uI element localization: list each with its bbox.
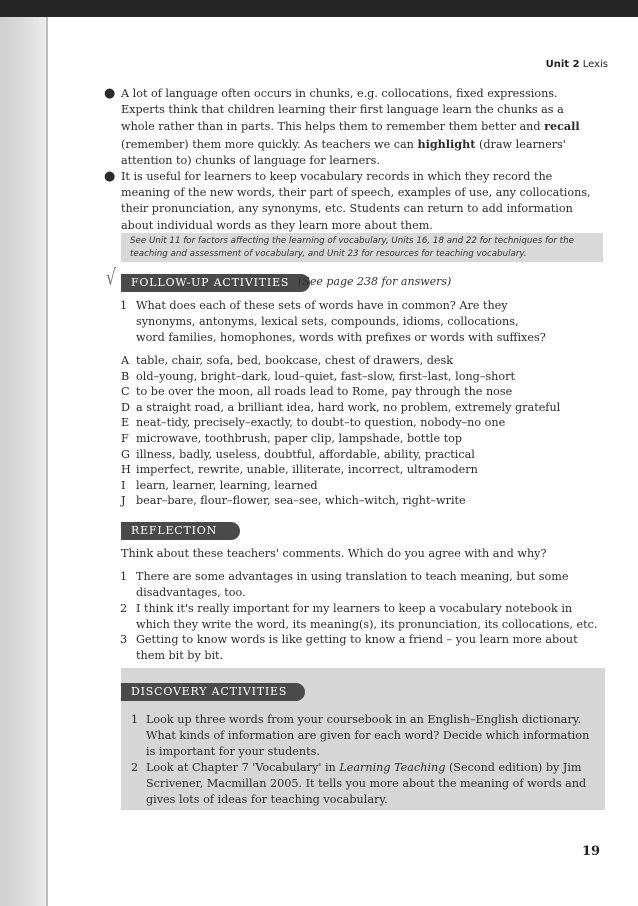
list-item: E neat–tidy, precisely–exactly, to doubt–to question, nobody–no one xyxy=(121,416,506,430)
bold-term: highlight xyxy=(417,136,476,151)
reflection-intro: Think about these teachers' comments. Which do you agree with and why? xyxy=(121,547,547,560)
word-set-list xyxy=(121,353,601,509)
section-label: Lexis xyxy=(582,59,608,70)
book-title: Learning Teaching xyxy=(339,761,446,774)
follow-up-question: 1 What does each of these sets of words have in common? Are they synonyms, antonyms, lexical sets, compounds, idioms, collocations, word families, homophones, words with prefixes or words with suffixes? xyxy=(120,299,546,345)
running-head xyxy=(546,59,608,70)
page-gutter xyxy=(0,17,48,906)
item-number: 2 xyxy=(120,602,128,615)
discovery-item: 1 Look up three words from your coursebook in an English–English dictionary. What kinds of information are given for each word? Decide which information is important for your students. xyxy=(131,713,590,759)
tick-mark-icon: √ xyxy=(106,266,116,291)
follow-up-heading: FOLLOW-UP ACTIVITIES xyxy=(121,274,310,292)
item-number: 1 xyxy=(120,570,128,583)
list-item: J bear–bare, flour–flower, sea–see, which–witch, right–write xyxy=(121,494,466,508)
scan-top-bar xyxy=(0,0,638,17)
list-item: B old–young, bright–dark, loud–quiet, fast–slow, first–last, long–short xyxy=(121,369,515,383)
question-number: 1 xyxy=(120,299,128,312)
list-item: A table, chair, sofa, bed, bookcase, chest of drawers, desk xyxy=(121,354,454,367)
list-item: I learn, learner, learning, learned xyxy=(121,478,318,492)
discovery-item: 2 Look at Chapter 7 'Vocabulary' in Learning Teaching (Second edition) by Jim Scrivener, Macmillan 2005. It tells you more about the meaning of words and gives lots of ideas for teaching vocabulary. xyxy=(131,761,587,807)
bold-term: recall xyxy=(544,119,580,134)
reflection-item: 3 Getting to know words is like getting to know a friend – you learn more about them bit by bit. xyxy=(120,633,578,663)
reflection-heading: REFLECTION xyxy=(121,522,240,540)
cross-reference-note: See Unit 11 for factors affecting the learning of vocabulary, Units 16, 18 and 22 for techniques for the teaching and assessment of vocabulary, and Unit 23 for resources for teaching vocabulary. xyxy=(130,236,574,259)
list-item: C to be over the moon, all roads lead to Rome, pay through the nose xyxy=(121,385,513,399)
item-number: 3 xyxy=(120,633,128,646)
page-number: 19 xyxy=(582,844,601,859)
item-number: 2 xyxy=(131,761,139,774)
reflection-item: 1 There are some advantages in using translation to teach meaning, but some disadvantages, too. xyxy=(120,570,569,600)
bullet-item: ● It is useful for learners to keep vocabulary records in which they record the meaning of the new words, their part of speech, examples of use, any collocations, their pronunciation, any synonyms, etc. Students can return to add information about individual words as they learn more about them. xyxy=(104,169,591,232)
bullet-dot-icon: ● xyxy=(104,86,116,101)
answers-note: (See page 238 for answers) xyxy=(298,275,452,288)
discovery-heading: DISCOVERY ACTIVITIES xyxy=(121,683,305,701)
list-item: G illness, badly, useless, doubtful, affordable, ability, practical xyxy=(121,447,475,461)
bullet-list xyxy=(104,86,591,234)
reflection-item: 2 I think it's really important for my learners to keep a vocabulary notebook in which they write the word, its meaning(s), its pronunciation, its collocations, etc. xyxy=(120,602,598,632)
bullet-dot-icon: ● xyxy=(104,169,116,185)
bullet-item: ● A lot of language often occurs in chunks, e.g. collocations, fixed expressions. Experts think that children learning their first language learn the chunks as a whole rather than in parts. This helps them to remember them better and recall (remember) them more quickly. As teachers we can highlight (draw learners' attention to) chunks of language for learners. xyxy=(104,86,580,167)
gutter-edge xyxy=(46,17,48,906)
list-item: F microwave, toothbrush, paper clip, lampshade, bottle top xyxy=(121,431,463,445)
item-number: 1 xyxy=(131,713,139,726)
list-item: H imperfect, rewrite, unable, illiterate, incorrect, ultramodern xyxy=(121,463,478,477)
unit-label: Unit 2 xyxy=(545,59,580,70)
list-item: D a straight road, a brilliant idea, hard work, no problem, extremely grateful xyxy=(121,400,561,414)
